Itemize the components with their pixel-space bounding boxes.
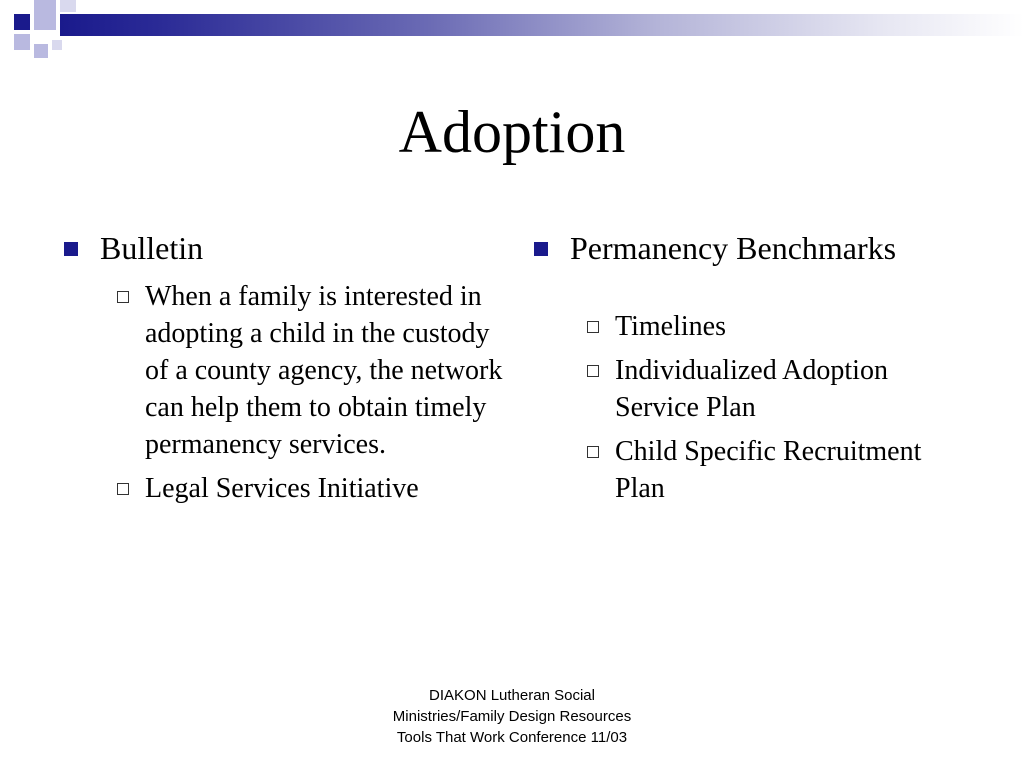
square-bullet-icon xyxy=(64,242,78,256)
sub-bullet-text: Child Specific Recruitment Plan xyxy=(615,436,922,504)
sub-bullet xyxy=(64,470,504,507)
sub-bullet-text: Individualized Adoption Service Plan xyxy=(615,355,888,423)
sub-bullet xyxy=(534,308,974,345)
decor-square xyxy=(52,40,62,50)
sub-bullet-text: Legal Services Initiative xyxy=(145,473,419,504)
decor-square xyxy=(34,44,48,58)
bullet-heading xyxy=(534,226,974,271)
decor-square xyxy=(14,14,30,30)
sub-bullet xyxy=(534,433,974,507)
left-column xyxy=(64,226,504,507)
footer-line: Tools That Work Conference 11/03 xyxy=(396,729,628,746)
hollow-square-bullet-icon xyxy=(587,446,599,458)
sub-bullet-text: When a family is interested in adopting a child in the custody of a county agency, the network can help them to obtain timely permanency services. xyxy=(145,281,503,460)
slide-title: Adoption xyxy=(398,99,626,165)
square-bullet-icon xyxy=(534,242,548,256)
hollow-square-bullet-icon xyxy=(587,321,599,333)
decor-square xyxy=(60,0,76,12)
sub-bullet xyxy=(64,278,504,463)
bullet-heading-text: Bulletin xyxy=(100,230,204,266)
bullet-heading xyxy=(64,226,504,271)
header-gradient-bar xyxy=(60,14,1024,36)
hollow-square-bullet-icon xyxy=(587,365,599,377)
spacer xyxy=(534,271,974,301)
sub-bullet xyxy=(534,352,974,426)
decor-square xyxy=(14,34,30,50)
slide-footer xyxy=(312,685,712,748)
decor-square xyxy=(34,0,56,30)
sub-bullet-text: Timelines xyxy=(615,311,726,342)
footer-line: DIAKON Lutheran Social xyxy=(429,687,595,704)
footer-line: Ministries/Family Design Resources xyxy=(392,708,632,725)
bullet-heading-text: Permanency Benchmarks xyxy=(570,230,897,266)
hollow-square-bullet-icon xyxy=(117,291,129,303)
right-column xyxy=(534,226,974,507)
hollow-square-bullet-icon xyxy=(117,483,129,495)
